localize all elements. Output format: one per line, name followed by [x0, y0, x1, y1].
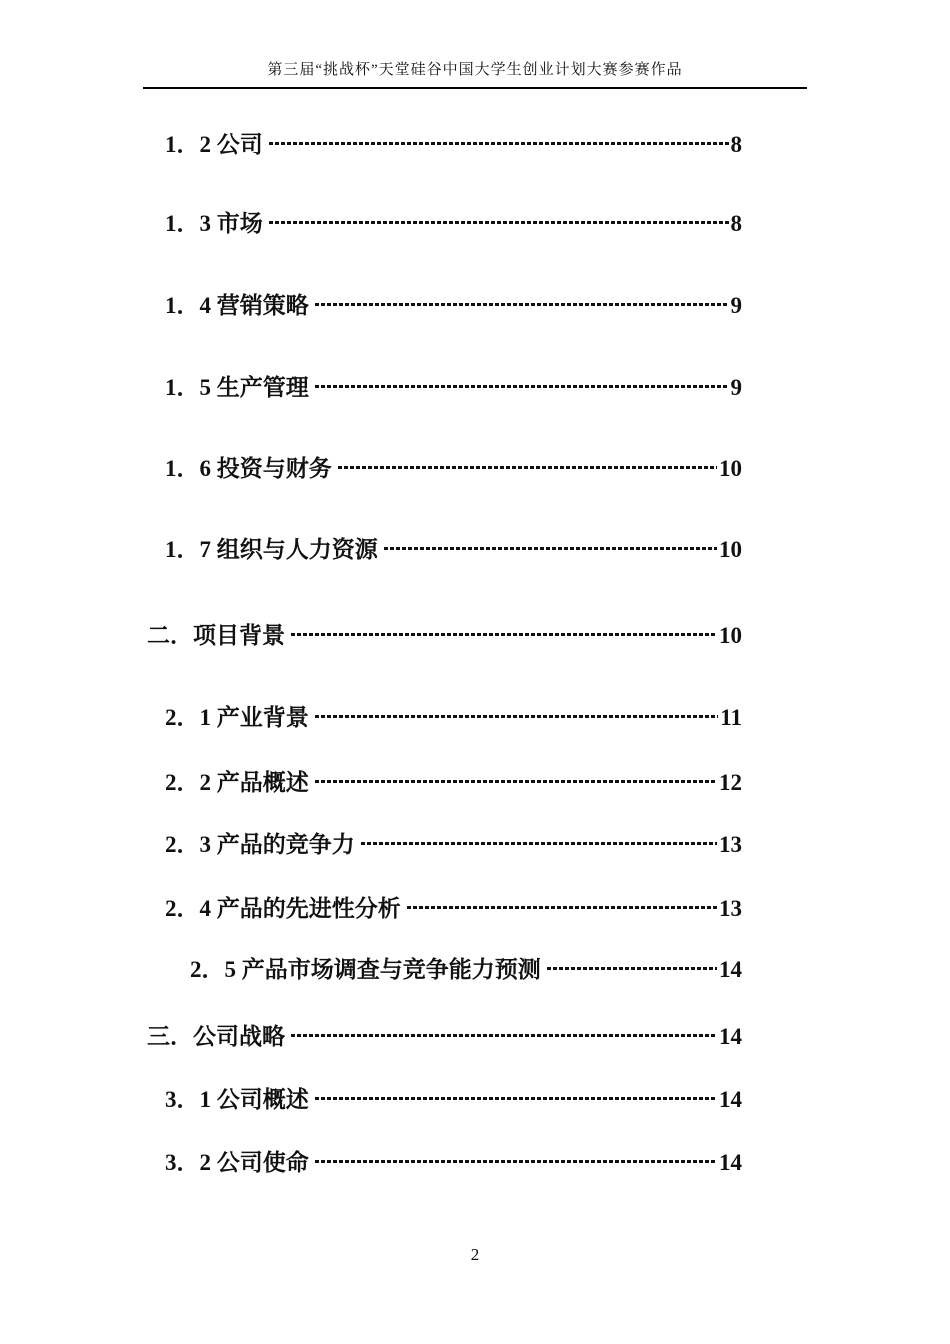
toc-entry-page: 11 — [720, 705, 742, 730]
header-title: 第三届“挑战杯”天堂硅谷中国大学生创业计划大赛参赛作品 — [267, 62, 683, 78]
toc-section-entry[interactable] — [147, 1021, 742, 1053]
toc-entry[interactable] — [165, 702, 742, 734]
dash-leader — [315, 303, 729, 306]
toc-entry-title: 二．项目背景 — [147, 623, 285, 648]
dash-leader — [547, 967, 717, 970]
toc-entry[interactable] — [165, 1147, 742, 1179]
toc-entry-title: 2．2 产品概述 — [165, 770, 309, 795]
toc-entry-title: 1．2 公司 — [165, 132, 263, 157]
toc-entry-title: 2．1 产业背景 — [165, 705, 309, 730]
dash-leader — [338, 466, 717, 469]
dash-leader — [291, 633, 717, 636]
dash-leader — [315, 780, 717, 783]
toc-entry-page: 14 — [719, 1150, 742, 1175]
toc-entry-page: 9 — [730, 375, 742, 400]
dash-leader — [315, 715, 719, 718]
toc-entry-page: 14 — [719, 957, 742, 982]
toc-entry[interactable] — [165, 1084, 742, 1116]
toc-entry-page: 12 — [719, 770, 742, 795]
toc-entry-title: 1．5 生产管理 — [165, 375, 309, 400]
toc-entry[interactable] — [165, 893, 742, 925]
toc-entry[interactable] — [165, 290, 742, 322]
toc-entry-title: 1．7 组织与人力资源 — [165, 537, 378, 562]
toc-entry-page: 13 — [719, 832, 742, 857]
page-number: 2 — [470, 1245, 480, 1264]
toc-entry-page: 10 — [719, 456, 742, 481]
toc-entry[interactable] — [165, 372, 742, 404]
dash-leader — [269, 142, 729, 145]
table-of-contents — [0, 129, 950, 1179]
toc-entry-title: 3．2 公司使命 — [165, 1150, 309, 1175]
dash-leader — [384, 547, 717, 550]
toc-entry-title: 2．5 产品市场调查与竞争能力预测 — [190, 957, 541, 982]
dash-leader — [315, 385, 729, 388]
dash-leader — [269, 221, 729, 224]
toc-entry-page: 14 — [719, 1087, 742, 1112]
dash-leader — [315, 1160, 717, 1163]
toc-entry-title: 1．4 营销策略 — [165, 293, 309, 318]
toc-entry-title: 三．公司战略 — [147, 1024, 285, 1049]
toc-entry[interactable] — [190, 954, 742, 986]
toc-entry-page: 9 — [730, 293, 742, 318]
toc-entry[interactable] — [165, 534, 742, 566]
toc-entry-title: 1．6 投资与财务 — [165, 456, 332, 481]
toc-entry-title: 2．3 产品的竞争力 — [165, 832, 355, 857]
toc-entry-page: 8 — [730, 211, 742, 236]
toc-entry-page: 10 — [719, 537, 742, 562]
dash-leader — [361, 842, 717, 845]
dash-leader — [315, 1097, 717, 1100]
dash-leader — [407, 906, 717, 909]
toc-entry-page: 8 — [730, 132, 742, 157]
toc-entry-page: 14 — [719, 1024, 742, 1049]
toc-entry-page: 10 — [719, 623, 742, 648]
page-footer — [0, 1244, 950, 1266]
toc-section-entry[interactable] — [147, 620, 742, 652]
toc-entry[interactable] — [165, 453, 742, 485]
toc-entry[interactable] — [165, 208, 742, 240]
toc-entry-title: 1．3 市场 — [165, 211, 263, 236]
toc-entry[interactable] — [165, 829, 742, 861]
dash-leader — [291, 1034, 717, 1037]
toc-entry-page: 13 — [719, 896, 742, 921]
toc-entry[interactable] — [165, 129, 742, 161]
toc-entry-title: 3．1 公司概述 — [165, 1087, 309, 1112]
toc-entry-title: 2．4 产品的先进性分析 — [165, 896, 401, 921]
page-header — [143, 60, 807, 89]
toc-entry[interactable] — [165, 767, 742, 799]
